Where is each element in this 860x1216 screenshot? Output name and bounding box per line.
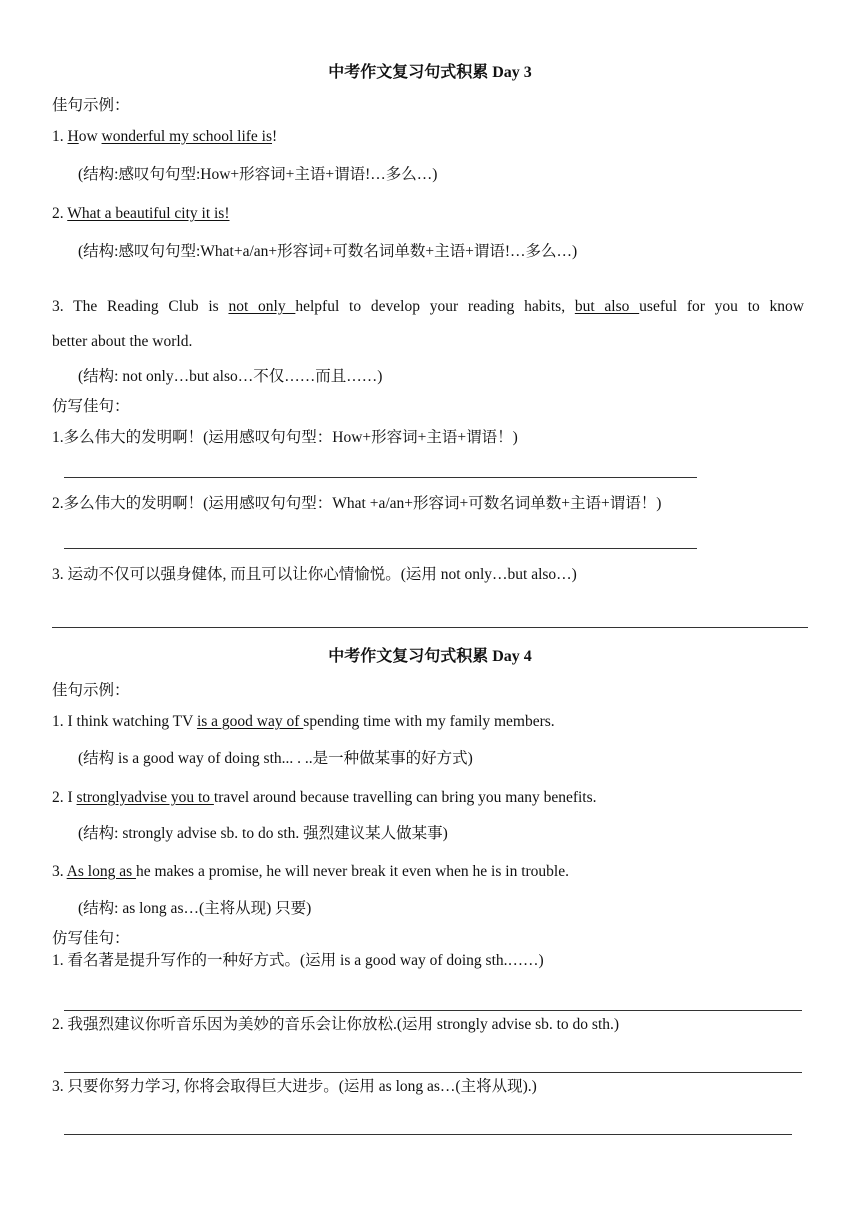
day4-examples-heading: 佳句示例：: [52, 682, 130, 699]
text-segment: 1.: [52, 128, 68, 145]
text-segment: helpful to develop your reading habits,: [295, 298, 575, 315]
day3-examples-heading: 佳句示例：: [52, 97, 130, 114]
underlined-segment: As long as: [66, 863, 136, 880]
day4-answer-line-2[interactable]: [64, 1072, 802, 1073]
day4-task-3: 3. 只要你努力学习, 你将会取得巨大进步。(运用 as long as…(主将从现).): [52, 1078, 537, 1095]
day4-imitate-heading: 仿写佳句：: [52, 930, 130, 947]
underlined-segment: is a good way of: [196, 713, 304, 730]
text-segment: travel around because travelling can bring you many benefits.: [213, 789, 597, 806]
day3-example-3-continued: better about the world.: [52, 333, 193, 350]
text-segment: 3. The Reading Club is: [52, 298, 229, 315]
underlined-segment: not only: [228, 298, 296, 315]
day4-example-2: [52, 788, 597, 808]
section-divider: [52, 627, 808, 628]
day3-task-3: 3. 运动不仅可以强身健体, 而且可以让你心情愉悦。(运用 not only…but also…): [52, 566, 577, 583]
day3-example-1: [52, 127, 277, 147]
text-segment: he makes a promise, he will never break it even when he is in trouble.: [135, 863, 569, 880]
underlined-segment: H: [67, 128, 79, 145]
text-segment: useful for you to know: [639, 298, 804, 315]
day4-title: 中考作文复习句式积累 Day 4: [328, 648, 532, 665]
day4-answer-line-1[interactable]: [64, 1010, 802, 1011]
underlined-segment: but also: [574, 298, 640, 315]
day4-example-3: [52, 862, 569, 882]
day4-task-2: 2. 我强烈建议你听音乐因为美妙的音乐会让你放松.(运用 strongly advise sb. to do sth.): [52, 1016, 620, 1033]
underlined-segment: stronglyadvise you to: [76, 789, 214, 806]
text-segment: 1. I think watching TV: [52, 713, 197, 730]
text-segment: 2. I: [52, 789, 77, 806]
day4-example-3-structure: (结构: as long as…(主将从现) 只要): [78, 900, 312, 917]
day4-example-2-structure: (结构: strongly advise sb. to do sth. 强烈建议某人做某事): [78, 825, 448, 842]
day4-task-1: 1. 看名著是提升写作的一种好方式。(运用 is a good way of doing sth.……): [52, 952, 544, 969]
day4-example-1: [52, 712, 555, 732]
day3-title: 中考作文复习句式积累 Day 3: [328, 64, 532, 81]
underlined-segment: wonderful my school life is: [101, 128, 273, 145]
text-segment: spending time with my family members.: [303, 713, 555, 730]
day3-example-3-structure: (结构: not only…but also…不仅……而且……): [78, 368, 383, 385]
text-segment: ow: [78, 128, 102, 145]
text-segment: 3.: [52, 863, 67, 880]
day3-example-2-structure: (结构:感叹句句型:What+a/an+形容词+可数名词单数+主语+谓语!…多么…): [78, 243, 578, 260]
underlined-segment: What a beautiful city it is!: [67, 205, 230, 222]
text-segment: !: [272, 128, 278, 145]
day3-answer-line-2[interactable]: [64, 548, 697, 549]
text-segment: 2.: [52, 205, 68, 222]
day3-imitate-heading: 仿写佳句：: [52, 398, 130, 415]
day3-example-2: [52, 204, 230, 224]
day3-answer-line-1[interactable]: [64, 477, 697, 478]
day3-example-1-structure: (结构:感叹句句型:How+形容词+主语+谓语!…多么…): [78, 166, 438, 183]
day4-example-1-structure: (结构 is a good way of doing sth... . ..是一种做某事的好方式): [78, 750, 473, 767]
day3-task-1: 1.多么伟大的发明啊！(运用感叹句句型：How+形容词+主语+谓语！): [52, 429, 518, 446]
day4-answer-line-3[interactable]: [64, 1134, 792, 1135]
day3-task-2: 2.多么伟大的发明啊！(运用感叹句句型：What +a/an+形容词+可数名词单数+主语+谓语！): [52, 495, 662, 512]
day3-example-3: [52, 297, 804, 317]
